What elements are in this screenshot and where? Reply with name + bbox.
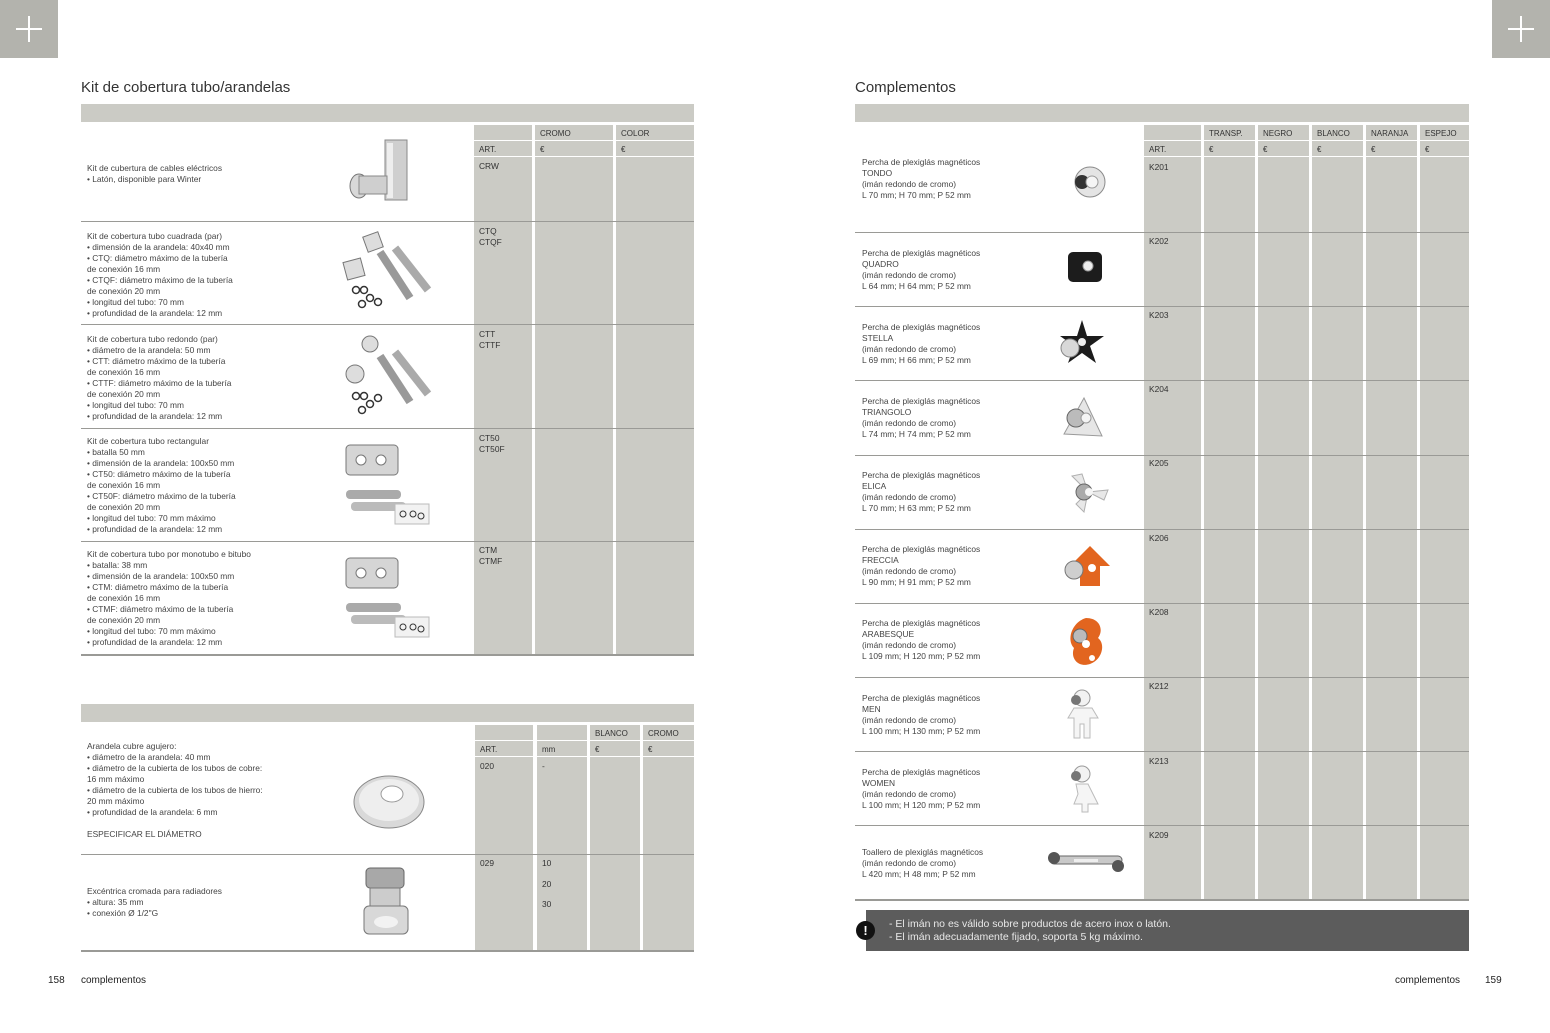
article-code: CTQ CTQF [479,226,502,247]
article-code: K213 [1149,756,1169,766]
cable-cover-icon [345,138,425,208]
article-code: CTM CTMF [479,545,503,566]
plus-icon [1492,0,1550,58]
article-code: K212 [1149,681,1169,691]
mm-value: 20 [542,879,552,889]
header-art: ART. [480,745,498,754]
product-description: Percha de plexiglás magnéticos STELLA (imán redondo de cromo) L 69 mm; H 66 mm; P 52 mm [862,322,981,365]
header-cromo: CROMO [648,729,679,738]
article-code: K206 [1149,533,1169,543]
article-code: K201 [1149,162,1169,172]
cromo-column [643,725,694,951]
header-euro: € [595,745,600,754]
stella-hook-icon [1056,318,1108,368]
rect-pipe-kit-icon [343,442,433,527]
page-number-left: 158 [48,975,65,986]
quadro-hook-icon [1064,248,1106,286]
product-description: Kit de cobertura tubo redondo (par) • diámetro de la arandela: 50 mm • CTT: diámetro máximo de la tubería de conexión 16 mm • CTTF: diámetro máximo de la tubería de conexión 20 mm • longitud del tubo: 70 mm • profundidad de la arandela: 12 mm [87,334,232,421]
page-number-right: 159 [1485,975,1502,986]
plus-icon [0,0,58,58]
note-line: - El imán no es válido sobre productos de acero inox o latón. [889,918,1171,930]
header-euro: € [1209,145,1214,154]
round-pipe-kit-icon [340,334,435,419]
section-bar [81,104,694,122]
product-description: Percha de plexiglás magnéticos TRIANGOLO (imán redondo de cromo) L 74 mm; H 74 mm; P 52 mm [862,396,981,439]
tondo-hook-icon [1068,164,1110,200]
men-hook-icon [1064,688,1104,742]
header-cromo: CROMO [540,129,571,138]
header-blanco: BLANCO [595,729,628,738]
footer-label-left: complementos [81,975,147,986]
mm-column [537,725,587,951]
mm-value: 10 [542,858,552,868]
naranja-column [1366,125,1417,900]
mm-value: - [542,761,545,771]
header-blanco: BLANCO [1317,129,1350,138]
product-description: Kit de cobertura tubo por monotubo e bitubo • batalla: 38 mm • dimensión de la arandela: 100x50 mm • CTM: diámetro máximo de la tubería de conexión 16 mm • CTMF: diámetro máximo de la tubería de conexión 20 mm • longitud del tubo: 70 mm máximo • profundidad de la arandela: 12 mm [87,549,251,647]
towel-rail-icon [1044,846,1128,876]
header-euro: € [1263,145,1268,154]
product-description: Percha de plexiglás magnéticos QUADRO (imán redondo de cromo) L 64 mm; H 64 mm; P 52 mm [862,248,981,291]
eccentric-fitting-icon [360,866,415,938]
product-description: Kit de cobertura tubo cuadrada (par) • dimensión de la arandela: 40x40 mm • CTQ: diámetro máximo de la tubería de conexión 16 mm • CTQF: diámetro máximo de la tubería de conexión 20 mm • longitud del tubo: 70 mm • profundidad de la arandela: 12 mm [87,231,233,318]
transp-column [1204,125,1255,900]
art-column [475,725,533,951]
article-code: K202 [1149,236,1169,246]
header-color: COLOR [621,129,650,138]
header-euro: € [648,745,653,754]
note-line: - El imán adecuadamente fijado, soporta 5 kg máximo. [889,931,1143,943]
product-description: Percha de plexiglás magnéticos FRECCIA (imán redondo de cromo) L 90 mm; H 91 mm; P 52 mm [862,544,981,587]
section-bar [81,704,694,722]
product-description: Percha de plexiglás magnéticos MEN (imán redondo de cromo) L 100 mm; H 130 mm; P 52 mm [862,693,981,736]
article-code: 020 [480,761,494,771]
footer-label-right: complementos [1395,975,1461,986]
product-description: Kit de cubertura de cables eléctricos • Latón, disponible para Winter [87,163,223,184]
product-description: Toallero de plexiglás magnéticos (imán redondo de cromo) L 420 mm; H 48 mm; P 52 mm [862,847,984,879]
triangolo-hook-icon [1058,396,1106,440]
header-transp: TRANSP. [1209,129,1243,138]
article-code: CT50 CT50F [479,433,505,454]
section-title-left: Kit de cobertura tubo/arandelas [81,79,291,96]
blanco-column [1312,125,1363,900]
header-naranja: NARANJA [1371,129,1409,138]
exclamation-icon: ! [856,921,875,940]
product-description: Percha de plexiglás magnéticos ELICA (imán redondo de cromo) L 70 mm; H 63 mm; P 52 mm [862,470,981,513]
art-column [474,125,532,655]
article-code: K205 [1149,458,1169,468]
product-description: Percha de plexiglás magnéticos ARABESQUE (imán redondo de cromo) L 109 mm; H 120 mm; P 52 mm [862,618,981,661]
women-hook-icon [1064,764,1104,814]
magnet-note [866,910,1469,951]
article-code: CTT CTTF [479,329,501,350]
header-euro: € [1425,145,1430,154]
header-negro: NEGRO [1263,129,1293,138]
article-code: K208 [1149,607,1169,617]
header-euro: € [1371,145,1376,154]
header-art: ART. [1149,145,1167,154]
article-code: K204 [1149,384,1169,394]
header-espejo: ESPEJO [1425,129,1457,138]
arabesque-hook-icon [1064,614,1108,670]
article-code: K203 [1149,310,1169,320]
product-description: Percha de plexiglás magnéticos TONDO (imán redondo de cromo) L 70 mm; H 70 mm; P 52 mm [862,157,981,200]
color-column [616,125,694,655]
article-code: CRW [479,161,499,171]
freccia-hook-icon [1060,544,1112,590]
product-description: Percha de plexiglás magnéticos WOMEN (imán redondo de cromo) L 100 mm; H 120 mm; P 52 mm [862,767,981,810]
elica-hook-icon [1064,470,1112,514]
section-title-right: Complementos [855,79,956,96]
header-euro: € [1317,145,1322,154]
cromo-column [535,125,613,655]
product-description: Kit de cobertura tubo rectangular • batalla 50 mm • dimensión de la arandela: 100x50 mm • CT50: diámetro máximo de la tubería de conexión 16 mm • CT50F: diámetro máximo de la tubería de conexión 20 mm • longitud del tubo: 70 mm máximo • profundidad de la arandela: 12 mm [87,436,236,534]
product-description: Excéntrica cromada para radiadores • altura: 35 mm • conexión Ø 1/2"G [87,886,222,918]
blanco-column [590,725,640,951]
header-euro: € [540,145,545,154]
section-bar [855,104,1469,122]
product-description: Arandela cubre agujero: • diámetro de la arandela: 40 mm • diámetro de la cubierta de los tubos de cobre: 16 mm máximo • diámetro de la cubierta de los tubos de hierro: 20 mm máximo • profundidad de la arandela: 6 mm ESPECIFICAR EL DIÁMETRO [87,741,263,839]
header-euro: € [621,145,626,154]
header-mm: mm [542,745,556,754]
square-pipe-kit-icon [340,230,435,315]
article-code: K209 [1149,830,1169,840]
header-art: ART. [479,145,497,154]
mm-value: 30 [542,899,552,909]
article-code: 029 [480,858,494,868]
espejo-column [1420,125,1469,900]
hole-cover-washer-icon [352,772,427,832]
mono-pipe-kit-icon [343,555,433,640]
negro-column [1258,125,1309,900]
